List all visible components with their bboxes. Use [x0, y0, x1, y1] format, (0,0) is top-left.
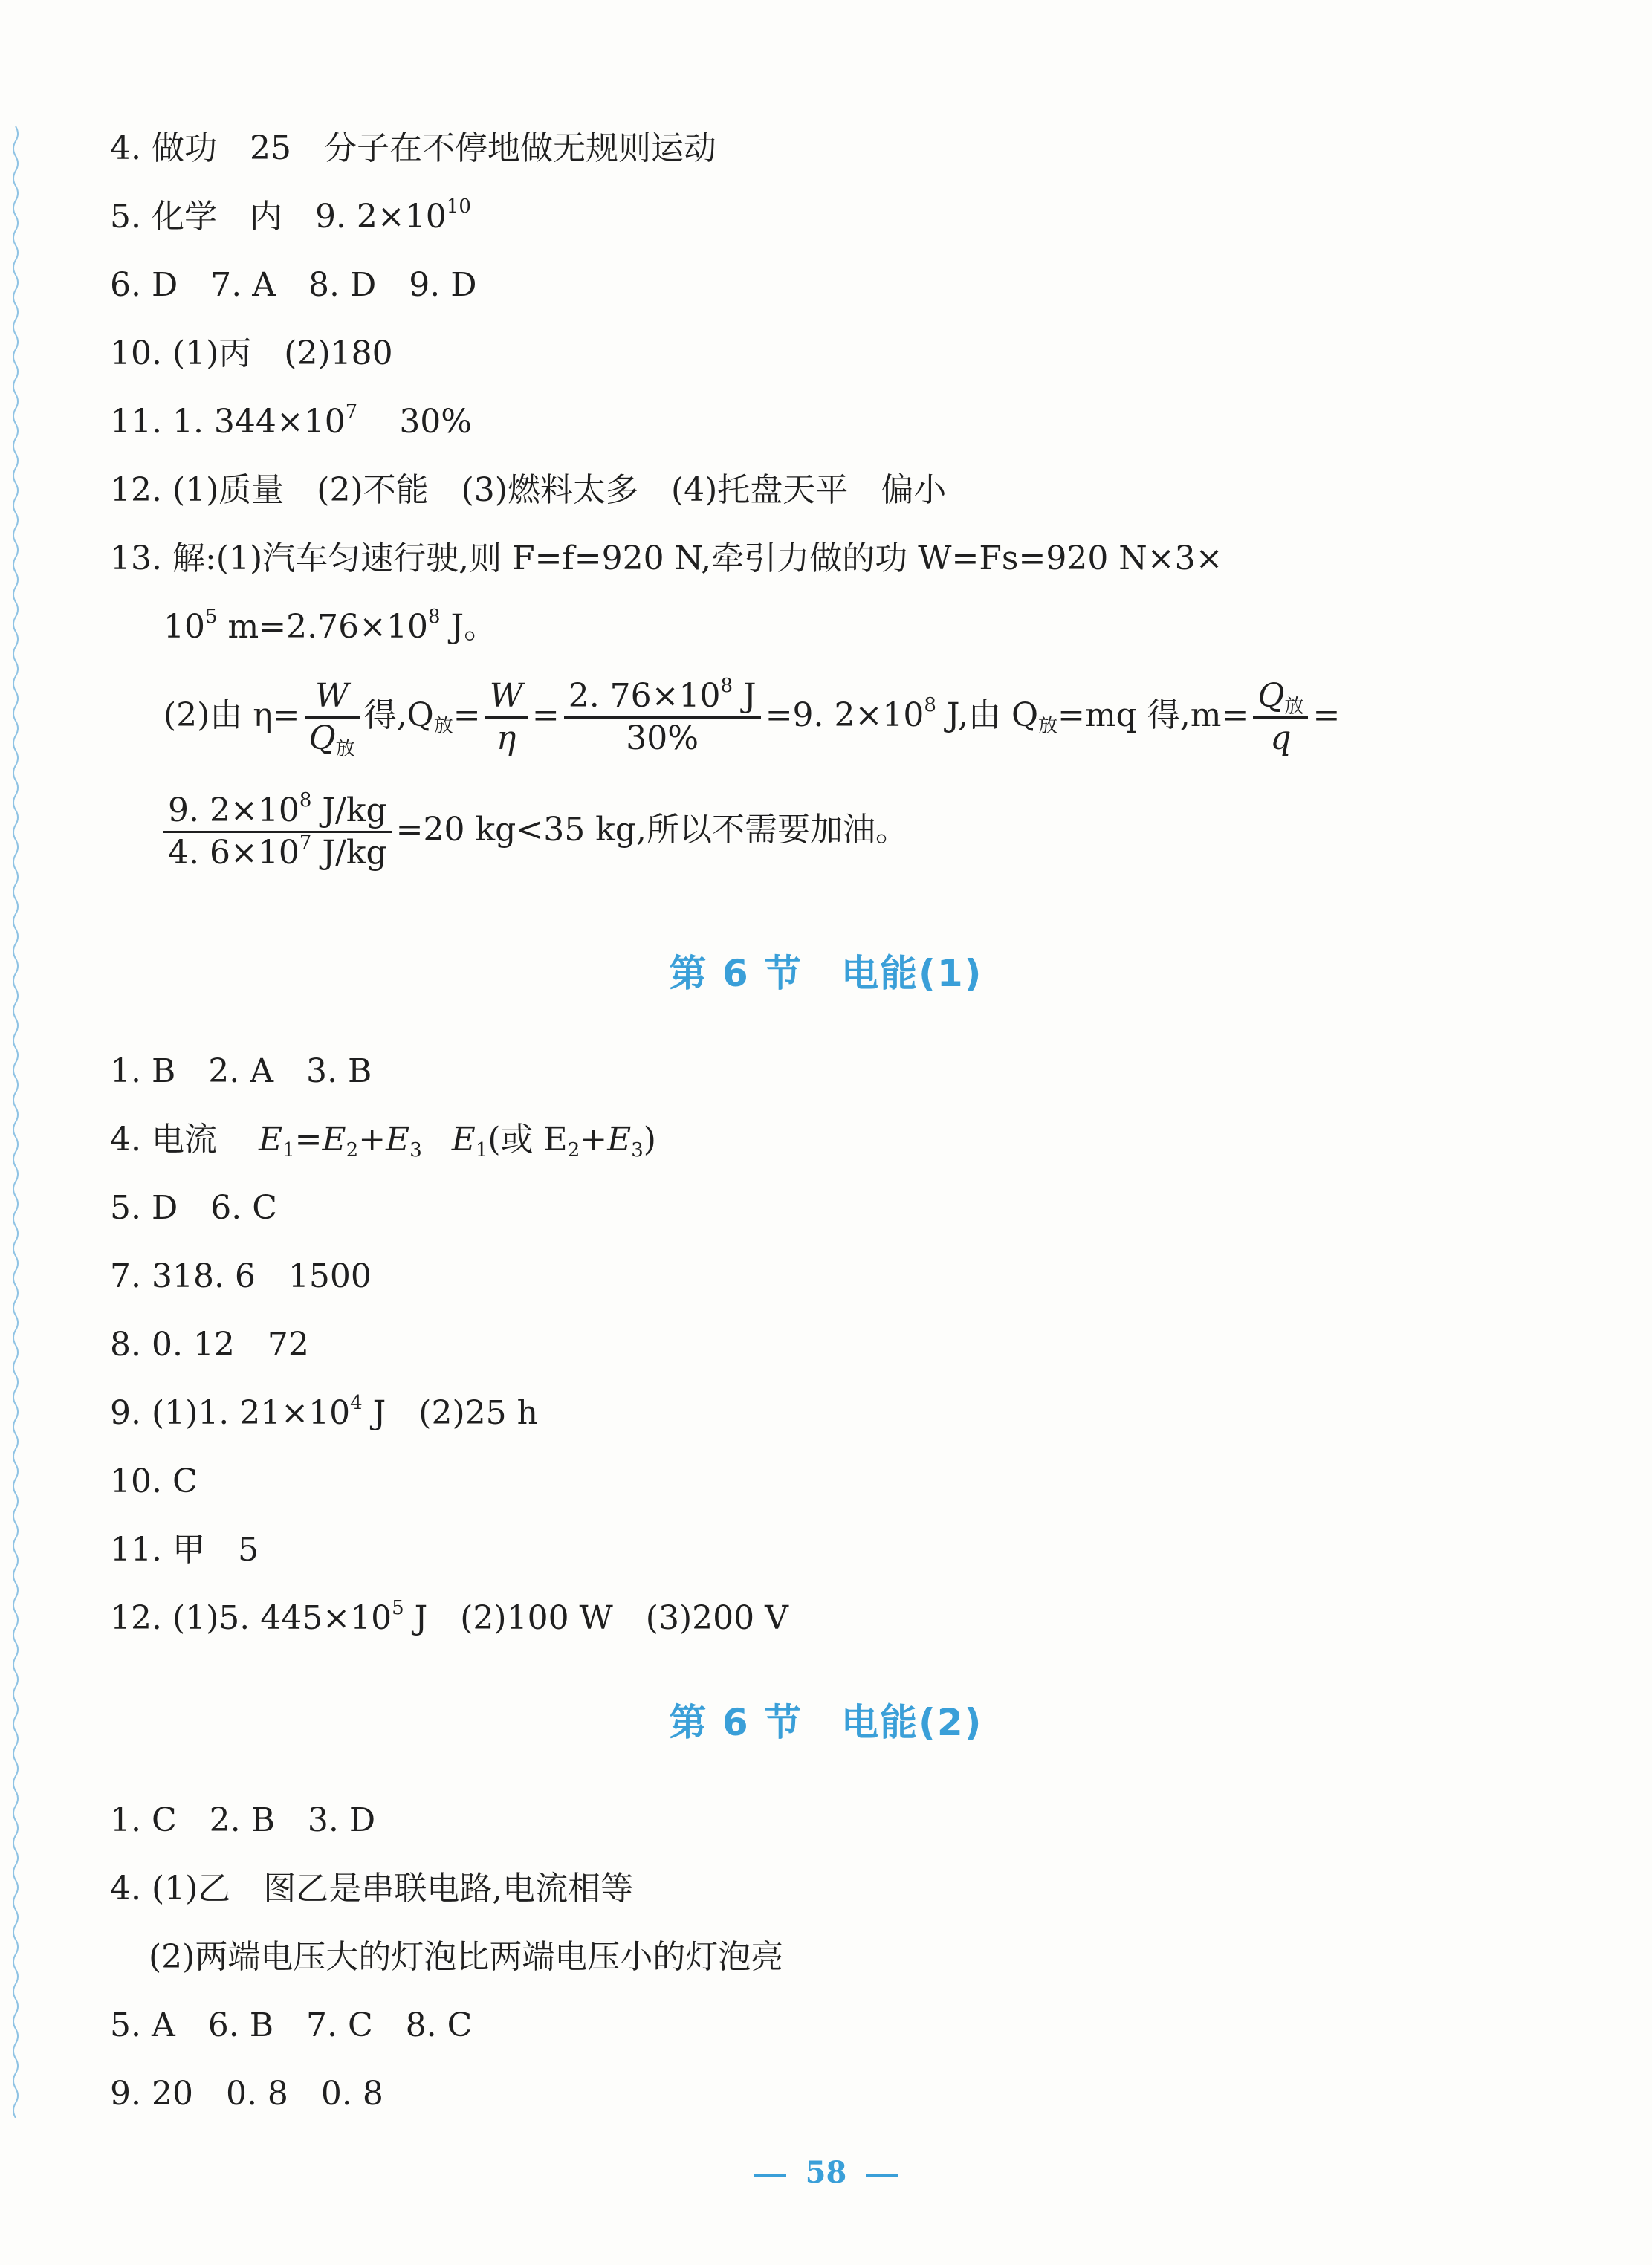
exponent: 8 — [720, 675, 733, 697]
answer-text: = — [453, 696, 481, 734]
answer-text: =mq 得,m= — [1057, 696, 1249, 734]
answer-line-1: 1. C 2. B 3. D — [110, 1801, 376, 1839]
answer-text: J。 — [440, 608, 497, 646]
answer-line-13c — [163, 676, 1340, 759]
fraction-w-over-eta — [485, 676, 528, 759]
page-number — [0, 2155, 1652, 2190]
answer-text: = — [531, 696, 560, 734]
answer-text: J (2)100 W (3)200 V — [404, 1599, 788, 1637]
subscript: 1 — [475, 1139, 488, 1161]
exponent: 8 — [299, 789, 312, 811]
answer-text: J,由 Q — [936, 696, 1039, 734]
answer-text: 4. 电流 — [110, 1121, 217, 1159]
symbol: E — [258, 1121, 283, 1159]
answer-line-9 — [110, 1393, 538, 1434]
fraction-denominator: Q — [308, 719, 336, 757]
answer-line-7: 7. 318. 6 1500 — [110, 1257, 372, 1295]
answer-text: (或 E — [487, 1121, 568, 1159]
subscript: 3 — [631, 1139, 644, 1161]
subscript: 放 — [1038, 715, 1058, 737]
answer-text: 得,Q — [363, 696, 434, 734]
margin-wave-decoration — [10, 126, 21, 2118]
answer-text: 30% — [399, 403, 473, 441]
answer-text: J (2)25 h — [362, 1394, 538, 1432]
subscript: 2 — [346, 1139, 359, 1161]
answer-line-8: 8. 0. 12 72 — [110, 1326, 309, 1364]
answer-line-6: 6. D 7. A 8. D 9. D — [110, 266, 477, 304]
symbol: E — [451, 1121, 476, 1159]
answer-text: =9. 2×10 — [765, 696, 924, 734]
exponent: 7 — [345, 401, 358, 423]
answer-text: 9. (1)1. 21×10 — [110, 1394, 351, 1432]
symbol: +E — [580, 1121, 632, 1159]
subscript: 3 — [409, 1139, 422, 1161]
fraction-numerator: 2. 76×10 — [568, 677, 721, 715]
answer-text: (2)由 η= — [163, 696, 300, 734]
subscript: 2 — [567, 1139, 580, 1161]
fraction-heat-over-value — [163, 791, 392, 873]
answer-line-12 — [110, 1598, 788, 1639]
dash-left — [754, 2174, 786, 2177]
fraction-denominator: η — [496, 719, 516, 757]
fraction-denominator: 30% — [626, 719, 699, 757]
fraction-numerator: Q — [1257, 677, 1285, 715]
unit: J/kg — [311, 791, 387, 829]
exponent: 4 — [350, 1392, 363, 1414]
dash-right — [866, 2174, 898, 2177]
exponent: 8 — [924, 694, 936, 716]
answer-text: ) — [643, 1121, 656, 1159]
page-number-text: 58 — [805, 2155, 847, 2190]
fraction-numerator: 9. 2×10 — [168, 791, 299, 829]
section-heading-electric-energy-2: 第 6 节 电能(2) — [669, 1701, 983, 1744]
fraction-numerator: W — [314, 677, 349, 715]
section-heading-electric-energy-1: 第 6 节 电能(1) — [669, 952, 983, 995]
unit: J — [733, 677, 757, 715]
answer-line-13b — [163, 606, 496, 648]
answer-line-5: 5. D 6. C — [110, 1189, 277, 1227]
exponent: 10 — [446, 195, 471, 218]
exponent: 7 — [299, 832, 312, 854]
answer-line-5 — [110, 196, 471, 238]
symbol: =E — [294, 1121, 346, 1159]
fraction-denominator: q — [1270, 719, 1292, 757]
answer-line-4: 4. 做功 25 分子在不停地做无规则运动 — [110, 129, 716, 167]
subscript: 放 — [335, 738, 355, 760]
answer-text: 10 — [163, 608, 205, 646]
unit: J/kg — [311, 834, 387, 872]
fraction-denominator: 4. 6×10 — [168, 834, 299, 872]
fraction-numerator: W — [489, 677, 523, 715]
subscript: 1 — [282, 1139, 295, 1161]
answer-line-10: 10. C — [110, 1462, 198, 1500]
answer-text: =20 kg<35 kg,所以不需要加油。 — [395, 811, 908, 849]
answer-line-10: 10. (1)丙 (2)180 — [110, 334, 393, 372]
answer-text: m=2.76×10 — [217, 608, 428, 646]
fraction-w-over-q — [305, 676, 360, 759]
answer-text: 11. 1. 344×10 — [110, 403, 346, 441]
answer-line-12: 12. (1)质量 (2)不能 (3)燃料太多 (4)托盘天平 偏小 — [110, 471, 947, 509]
fraction-energy-over-efficiency — [564, 676, 761, 759]
subscript: 放 — [433, 715, 453, 737]
exponent: 8 — [427, 606, 441, 628]
answer-text: 5. 化学 内 9. 2×10 — [110, 198, 447, 236]
answer-line-13d — [163, 791, 908, 873]
answer-line-9: 9. 20 0. 8 0. 8 — [110, 2075, 383, 2113]
answer-line-11 — [110, 401, 472, 443]
answer-line-4b: (2)两端电压大的灯泡比两端电压小的灯泡亮 — [149, 1938, 784, 1976]
answer-text: 12. (1)5. 445×10 — [110, 1599, 392, 1637]
symbol: +E — [358, 1121, 410, 1159]
exponent: 5 — [392, 1597, 404, 1619]
answer-line-11: 11. 甲 5 — [110, 1531, 259, 1569]
answer-line-4 — [110, 1119, 656, 1161]
answer-line-1: 1. B 2. A 3. B — [110, 1052, 372, 1090]
answer-line-5: 5. A 6. B 7. C 8. C — [110, 2006, 473, 2044]
exponent: 5 — [205, 606, 218, 628]
answer-text: = — [1312, 696, 1341, 734]
answer-line-4a: 4. (1)乙 图乙是串联电路,电流相等 — [110, 1870, 634, 1908]
subscript: 放 — [1284, 696, 1304, 718]
fraction-q-over-q — [1253, 676, 1308, 759]
answer-line-13a: 13. 解:(1)汽车匀速行驶,则 F=f=920 N,牵引力做的功 W=Fs=920 N×3× — [110, 539, 1223, 577]
